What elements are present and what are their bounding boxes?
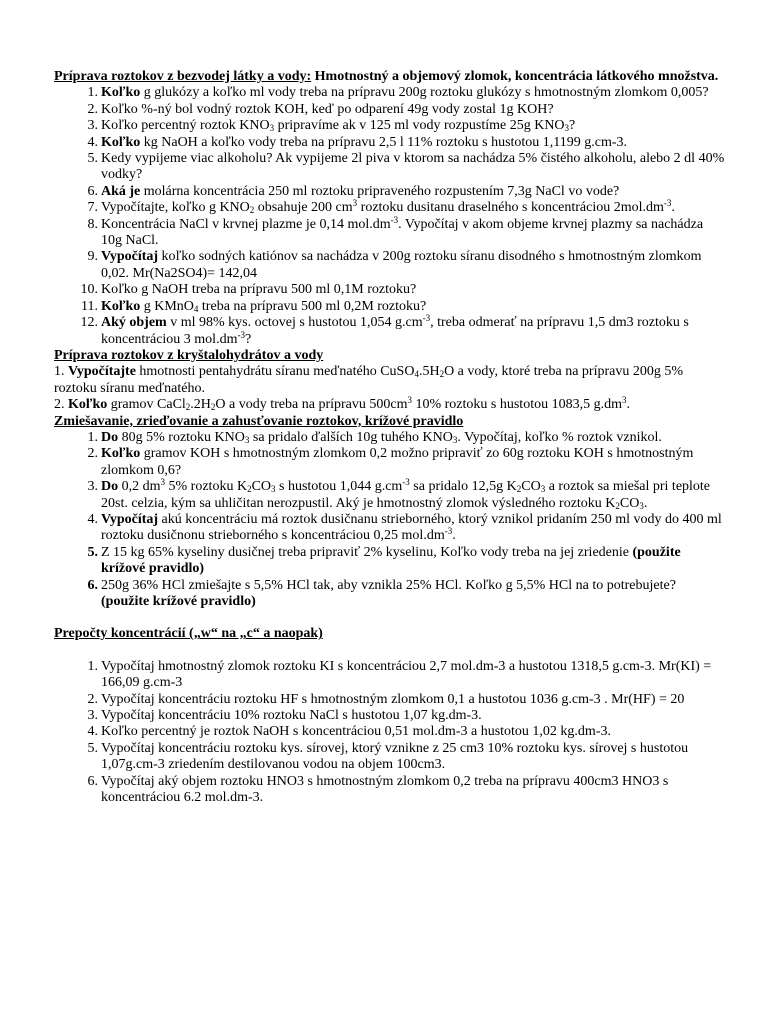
item-text: treba na prípravu 500 ml 0,2M roztoku? <box>198 298 427 314</box>
item-text: Vypočítaj koncentráciu roztoku HF s hmotnostným zlomkom 0,1 a hustotou 1036 g.cm-3 . Mr(HF) = 20 <box>101 691 685 707</box>
item-number: 6. <box>87 183 98 199</box>
item-text: 0,2 dm <box>118 479 161 495</box>
list-item <box>54 724 726 740</box>
item-number: 1. <box>87 429 98 445</box>
subscript: 2 <box>439 369 445 380</box>
item-text: . Vypočítaj, koľko % roztok vznikol. <box>457 429 662 445</box>
item-text: ? <box>244 331 252 347</box>
item-text: v ml 98% kys. octovej s hustotou 1,054 g.cm <box>166 315 423 331</box>
item-keyword: Koľko <box>101 446 141 462</box>
item-text: Koncentrácia NaCl v krvnej plazme je 0,14 mol.dm <box>101 216 391 232</box>
section-heading-2-title: Príprava roztokov z kryštalohydrátov a vody <box>54 347 324 363</box>
item-text: Vypočítajte, koľko g KNO <box>101 200 250 216</box>
section-heading-3-title: Zmiešavanie, zrieďovanie a zahusťovanie roztokov, krížové pravidlo <box>54 413 464 429</box>
subscript: 3 <box>244 434 250 445</box>
section-heading-3 <box>54 414 726 430</box>
item-number: 2. <box>87 101 98 117</box>
item-keyword: Do <box>101 429 119 445</box>
item-number: 4. <box>87 724 98 740</box>
list-item <box>54 659 726 692</box>
item-number: 3. <box>87 708 98 724</box>
superscript: -3 <box>390 214 399 225</box>
item-text: Koľko %-ný bol vodný roztok KOH, keď po odparení 49g vody zostal 1g KOH? <box>101 101 554 117</box>
superscript: -3 <box>402 477 410 488</box>
list-item <box>54 135 726 151</box>
item-text: g glukózy a koľko ml vody treba na prípravu 200g roztoku glukózy s hmotnostným zlomkom 0,005? <box>140 85 709 101</box>
superscript: 3 <box>160 477 166 488</box>
item-text: , treba odmerať na prípravu 1,5 dm3 roztoku s koncentráciou 3 mol.dm <box>101 315 689 347</box>
item-text: 5% roztoku K <box>165 479 248 495</box>
superscript: -3 <box>422 313 431 324</box>
list-item <box>54 512 726 545</box>
section-heading-1-rest: Hmotnostný a objemový zlomok, koncentrácia látkového množstva. <box>311 69 719 84</box>
list-item <box>54 430 726 446</box>
list-item <box>54 545 726 578</box>
list-item <box>54 214 726 250</box>
subscript: 3 <box>540 484 546 495</box>
item-number: 1. <box>87 85 98 101</box>
item-text: 250g 36% HCl zmiešajte s 5,5% HCl tak, aby vznikla 25% HCl. Koľko g 5,5% HCl na to potrebujete? <box>101 577 676 593</box>
item-number: 8. <box>87 216 98 232</box>
item-keyword: Vypočítaj <box>101 249 159 265</box>
subscript: 3 <box>269 123 275 134</box>
item-text: O a vody, ktoré treba na prípravu 200g 5% roztoku síranu meďnatého. <box>54 364 684 396</box>
list-item <box>54 397 726 413</box>
list-item <box>54 364 726 397</box>
item-number: 5. <box>87 151 98 167</box>
list-item <box>54 151 726 184</box>
item-number: 2. <box>87 691 98 707</box>
subscript: 3 <box>452 434 458 445</box>
item-text: . Vypočítaj v akom objeme krvnej plazmy sa nachádza 10g NaCl. <box>101 216 704 249</box>
item-number: 6. <box>87 773 98 789</box>
section-heading-1 <box>54 69 726 85</box>
item-text: Vypočítaj aký objem roztoku HNO3 s hmotnostným zlomkom 0,2 treba na prípravu 400cm3 HNO3 s koncentráciou 6.2 mol.dm-3. <box>101 773 669 806</box>
spacer <box>54 610 726 626</box>
item-text: Z 15 kg 65% kyseliny dusičnej treba pripraviť 2% kyselinu, Koľko vody treba na jej zriedenie <box>101 544 633 560</box>
subscript: 2 <box>249 205 255 216</box>
item-text: sa pridalo ďalších 10g tuhého KNO <box>249 429 453 445</box>
item-number: 4. <box>87 511 98 527</box>
subscript: 2 <box>615 500 620 511</box>
superscript: -3 <box>237 329 245 340</box>
item-keyword: (použite krížové pravidlo) <box>101 544 681 577</box>
item-text: akú koncentráciu má roztok dusičnanu strieborného, ktorý vznikol pridaním 250 ml vody do 400 ml roztoku dusičnonu strieborného s koncentráciou 0,25 mol.dm <box>101 511 722 544</box>
list-item <box>54 578 726 611</box>
item-number: 6. <box>87 577 98 593</box>
item-text: Vypočítaj hmotnostný zlomok roztoku KI s koncentráciou 2,7 mol.dm-3 a hustotou 1318,5 g.cm-3. Mr(KI) = 166,09 g.cm-3 <box>101 658 712 691</box>
superscript: -3 <box>663 198 672 209</box>
item-text: sa pridalo 12,5g K <box>409 479 517 495</box>
item-text: Koľko percentný roztok KNO <box>101 118 270 134</box>
item-text: gramov KOH s hmotnostným zlomkom 0,2 možno pripraviť zo 60g roztoku KOH s hmotnostným zlomkom 0,6? <box>101 446 694 478</box>
subscript: 2 <box>210 402 216 413</box>
section-4-list <box>54 659 726 807</box>
section-heading-4 <box>54 626 726 642</box>
subscript: 3 <box>271 484 276 495</box>
list-item <box>54 479 726 512</box>
list-item <box>54 692 726 708</box>
superscript: 3 <box>352 198 358 209</box>
item-number: 2. <box>87 446 98 462</box>
list-item <box>54 446 726 479</box>
section-heading-4-title: Prepočty koncentrácií („w“ na „c“ a naopak) <box>54 626 323 642</box>
list-item <box>54 85 726 101</box>
list-item <box>54 102 726 118</box>
item-text: gramov CaCl <box>107 397 186 413</box>
item-text: Koľko percentný je roztok NaOH s koncentráciou 0,51 mol.dm-3 a hustotou 1,02 kg.dm-3. <box>101 724 611 740</box>
list-item <box>54 315 726 348</box>
item-number: 5. <box>87 740 98 756</box>
item-text: Kedy vypijeme viac alkoholu? Ak vypijeme 2l piva v ktorom sa nachádza 5% čistého alkoholu, alebo 2 dl 40% vodky? <box>101 151 725 183</box>
item-text: hmotnosti pentahydrátu síranu meďnatého CuSO <box>135 364 415 380</box>
item-text: CO <box>619 495 640 511</box>
subscript: 3 <box>564 123 570 134</box>
item-keyword: Aká je <box>101 183 141 199</box>
item-keyword: Vypočítajte <box>68 364 136 380</box>
item-text: Koľko g NaOH treba na prípravu 500 ml 0,1M roztoku? <box>101 282 417 298</box>
item-text: obsahuje 200 cm <box>254 200 353 216</box>
item-text: CO <box>521 479 541 495</box>
subscript: 2 <box>185 402 191 413</box>
item-text: . <box>643 495 648 511</box>
item-number: 9. <box>87 249 98 265</box>
document-page <box>54 69 726 806</box>
item-text: koľko sodných katiónov sa nachádza v 200g roztoku síranu disodného s hmotnostným zlomkom 0,02. Mr(Na2SO4)= 142,04 <box>101 249 702 281</box>
item-text: .2H <box>190 397 211 413</box>
item-text: g KMnO <box>140 298 194 314</box>
item-text: CO <box>251 479 272 495</box>
item-text: 10% roztoku s hustotou 1083,5 g.dm <box>411 397 622 413</box>
list-item <box>54 249 726 282</box>
item-keyword: Koľko <box>101 298 141 314</box>
subscript: 2 <box>247 484 252 495</box>
item-number: 11. <box>81 298 98 314</box>
item-keyword: (použite krížové pravidlo) <box>101 594 256 609</box>
item-text: a roztok sa miešal pri teplote 20st. celzia, kým sa uhličitan nerozpustil. Aký je hmotnostný zlomok výsledného roztoku K <box>101 479 711 511</box>
superscript: 3 <box>621 395 627 406</box>
item-text: . <box>626 397 630 413</box>
item-keyword: Koľko <box>101 134 141 150</box>
item-number: 1. <box>87 658 98 674</box>
subscript: 3 <box>639 500 644 511</box>
item-number: 4. <box>87 134 98 150</box>
item-number: 10. <box>80 282 98 298</box>
item-text: O a vody treba na prípravu 500cm <box>215 397 408 413</box>
item-number: 7. <box>87 200 98 216</box>
section-heading-2 <box>54 348 726 364</box>
item-number: 12. <box>80 315 98 331</box>
list-item <box>54 741 726 774</box>
item-number: 2. <box>54 397 65 413</box>
item-keyword: Do <box>101 479 119 495</box>
item-text: . <box>671 200 675 216</box>
superscript: -3 <box>444 526 453 537</box>
item-text: ? <box>569 118 576 134</box>
subscript: 4 <box>193 303 199 314</box>
list-item <box>54 708 726 724</box>
item-text: Vypočítaj koncentráciu roztoku kys. sírovej, ktorý vznikne z 25 cm3 10% roztoku kys. sírovej s hustotou 1,07g.cm-3 zriedením destilovanou vodou na objem 100cm3. <box>101 740 689 773</box>
item-text: s hustotou 1,044 g.cm <box>275 479 403 495</box>
item-keyword: Koľko <box>68 397 108 413</box>
section-heading-1-underlined: Príprava roztokov z bezvodej látky a vody: <box>54 69 312 84</box>
subscript: 4 <box>414 369 419 380</box>
item-text: Vypočítaj koncentráciu 10% roztoku NaCl s hustotou 1,07 kg.dm-3. <box>101 708 482 724</box>
item-keyword: Koľko <box>101 85 141 101</box>
item-text: pripravíme ak v 125 ml vody rozpustíme 25g KNO <box>274 118 565 134</box>
list-item <box>54 118 726 134</box>
section-1-list <box>54 85 726 348</box>
item-number: 1. <box>54 364 65 380</box>
spacer <box>54 643 726 659</box>
item-text: roztoku dusitanu draselného s koncentráciou 2mol.dm <box>357 200 664 216</box>
item-keyword: Aký objem <box>101 315 167 331</box>
item-number: 3. <box>87 479 98 495</box>
superscript: 3 <box>407 395 412 406</box>
list-item <box>54 774 726 807</box>
item-text: molárna koncentrácia 250 ml roztoku pripraveného rozpustením 7,3g NaCl vo vode? <box>140 183 620 199</box>
item-text: . <box>452 528 456 544</box>
list-item <box>54 282 726 298</box>
section-3-list <box>54 430 726 610</box>
item-keyword: Vypočítaj <box>101 511 159 527</box>
item-number: 5. <box>87 544 98 560</box>
item-text: 80g 5% roztoku KNO <box>118 429 245 445</box>
list-item <box>54 184 726 200</box>
subscript: 2 <box>516 484 522 495</box>
list-item <box>54 299 726 315</box>
item-text: kg NaOH a koľko vody treba na prípravu 2,5 l 11% roztoku s hustotou 1,1199 g.cm-3. <box>140 134 628 150</box>
item-number: 3. <box>87 118 98 134</box>
item-text: .5H <box>418 364 440 380</box>
